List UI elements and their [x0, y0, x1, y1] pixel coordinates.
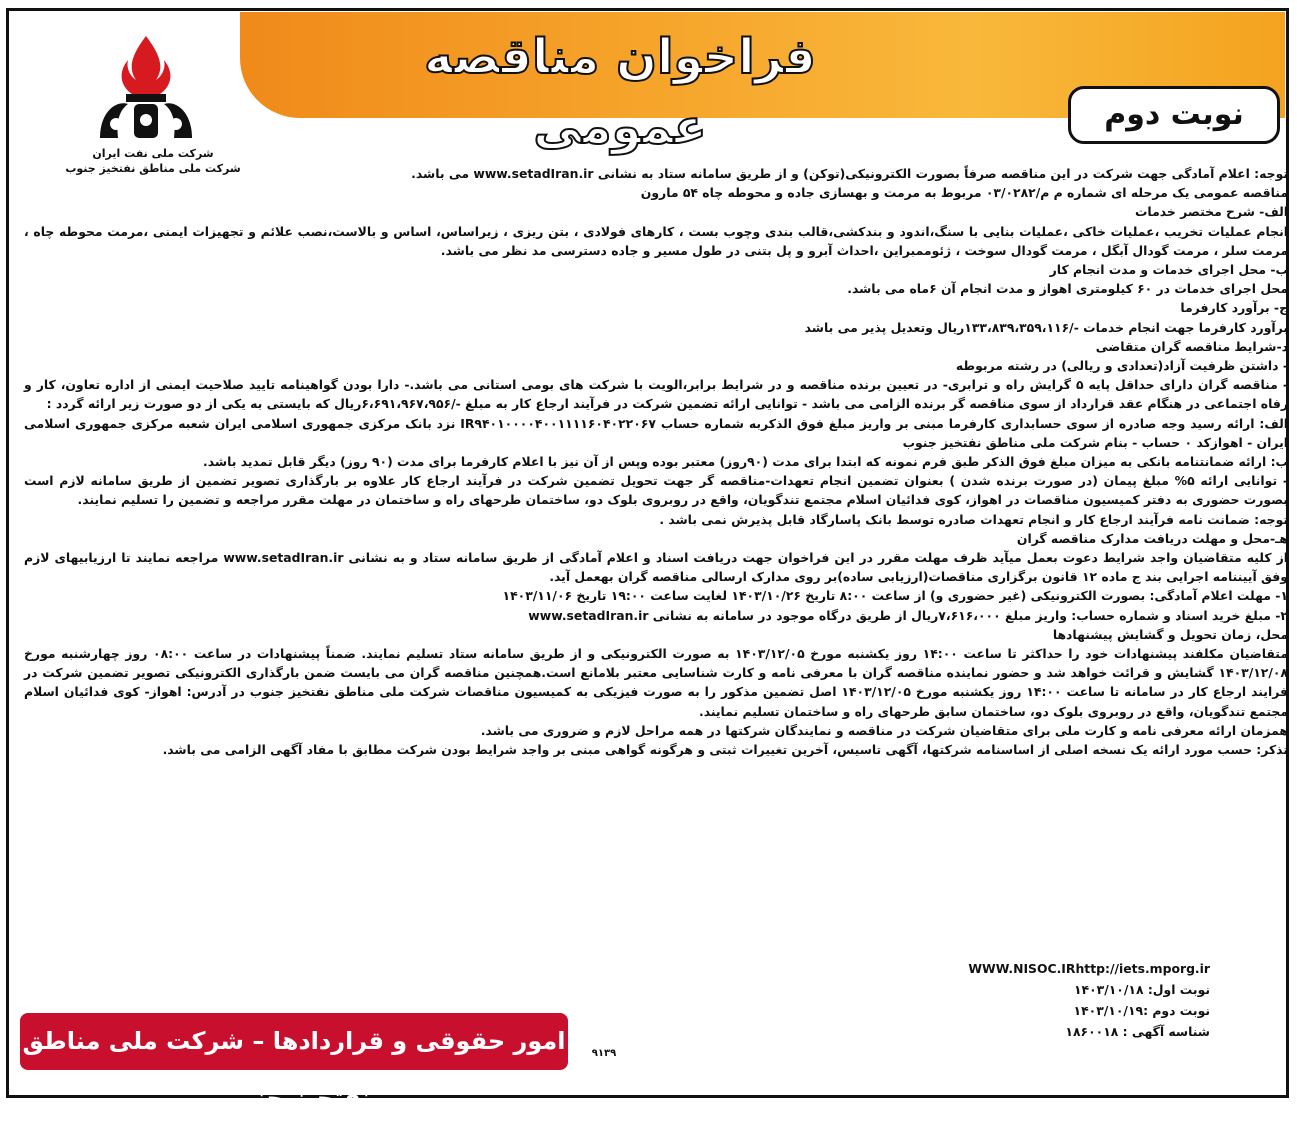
body-deadline: ۱- مهلت اعلام آمادگی: بصورت الکترونیکی (غیر حضوری و) از ساعت ۸:۰۰ تاریخ ۱۴۰۳/۱۰/۲۶ لغایت ساعت ۱۹:۰۰ تاریخ ۱۴۰۳/۱۱/۰۶ [502, 588, 1288, 604]
meta-first-round: نوبت اول: ۱۴۰۳/۱۰/۱۸ [1073, 982, 1210, 997]
body-reminder: تذکر: حسب مورد ارائه یک نسخه اصلی از اساسنامه شرکتها، آگهی تاسیس، آخرین تغییرات ثبتی و هرگونه گواهی مبنی بر واجد شرایط بودن شرکت مطابق با مفاد آگهی الزامی می باشد. [162, 742, 1288, 758]
body-bank-note: توجه: ضمانت نامه فرآیند ارجاع کار و انجام تعهدات صادره توسط بانک پاسارگاد قابل پذیرش نمی باشد . [659, 511, 1288, 527]
body-location: محل اجرای خدمات در ۶۰ کیلومتری اهواز و مدت انجام آن ۶ماه می باشد. [847, 281, 1288, 297]
ad-title: فراخوان مناقصه عمومی [424, 29, 816, 155]
body-id-note: همزمان ارائه معرفی نامه و کارت ملی برای متقاضیان شرکت در مناقصه و نمایندگان شرکتها در همه مراحل لازم و ضروری می باشد. [480, 722, 1288, 738]
ad-body [24, 164, 1288, 759]
logo-caption-line2: شرکت ملی مناطق نفتخیز جنوب [65, 162, 241, 175]
logo-caption-line1: شرکت ملی نفت ایران [92, 147, 214, 160]
body-section-d: د-شرایط مناقصه گران متقاضی [1095, 338, 1288, 354]
body-section-b: ب- محل اجرای خدمات و مدت انجام کار [1049, 262, 1288, 278]
body-notice: توجه: اعلام آمادگی جهت شرکت در این مناقصه صرفاً بصورت الکترونیکی(توکن) و از طریق سامانه ستاد به نشانی www.setadIran.ir می باشد. [411, 166, 1288, 181]
body-tender-number: مناقصه عمومی یک مرحله ای شماره م م/۰۳/۰۲۸۲ مربوط به مرمت و بهسازی جاده و محوطه چاه ۵۴ مارون [640, 185, 1288, 201]
footer-label: امور حقوقی و قراردادها – شرکت ملی مناطق نفتخیز جنوب [20, 1013, 568, 1070]
body-services: انجام عملیات تخریب ،عملیات خاکی ،عملیات بنایی با سنگ،اندود و بندکشی،قالب بندی وچوب بست ، کارهای فولادی ، بتن ریزی ، زیراساس، اساس و بالاست،نصب علائم و تجهیزات ایمنی ،مرمت محوطه چاه ، مرمت سلر ، مرمت گودال آبگل ، مرمت گودال سوخت ، ژئوممبراین ،احداث آبرو و پل بتنی در طول مسیر و جاده دسترسی مد نظر می باشد. [24, 223, 1288, 258]
page-number: ۹۱۳۹ [591, 1048, 617, 1059]
meta-second-round: نوبت دوم :۱۴۰۳/۱۰/۱۹ [1073, 1003, 1210, 1018]
meta-ad-id: شناسه آگهی : ۱۸۶۰۰۱۸ [1065, 1024, 1210, 1039]
body-fee: ۲- مبلغ خرید اسناد و شماره حساب: واریز مبلغ ۷،۶۱۶،۰۰۰ریال از طریق درگاه موجود در سامانه به نشانی www.setadIran.ir [528, 607, 1288, 623]
round-badge: نوبت دوم [1068, 86, 1280, 144]
body-submission: متقاضیان مکلفند پیشنهادات خود را حداکثر تا ساعت ۱۴:۰۰ روز یکشنبه مورخ ۱۴۰۳/۱۲/۰۵ به صورت الکترونیکی و از طریق سامانه ستاد تسلیم نمایند. ضمناً پیشنهادات در ساعت ۰۸:۰۰ روز چهارشنبه مورخ ۱۴۰۳/۱۲/۰۸ گشایش و قرائت خواهد شد و حضور نماینده مناقصه گران با معرفی نامه و کارت شناسایی معتبر بلامانع است.همچنین مناقصه گران می بایست ضمن بارگذاری الکترونیکی تصویر تضمین شرکت در فرایند ارجاع کار در سامانه تا ساعت ۱۴:۰۰ روز یکشنبه مورخ ۱۴۰۳/۱۲/۰۵ اصل تضمین مذکور را به صورت فیزیکی به کمیسیون مناقصات شرکت ملی مناطق نفتخیز جنوب در آدرس: اهواز- کوی فدائیان اسلام مجتمع تندگویان، واقع در روبروی بلوک دو، ساختمان سابق طرحهای راه و ساختمان تسلیم نمایند. [24, 646, 1289, 719]
body-capacity: - داشتن ظرفیت آزاد(تعدادی و ریالی) در رشته مربوطه [955, 358, 1288, 374]
body-invitation: از کلیه متقاضیان واجد شرایط دعوت بعمل میآید ظرف مهلت مقرر در این فراخوان جهت دریافت اسناد و اعلام آمادگی از طریق سامانه ستاد و به نشانی www.setadIran.ir مراجعه نمایند تا ارزیابیهای لازم وفق آییننامه اجرایی بند ج ماده ۱۲ قانون برگزاری مناقصات(ارزیابی ساده)بر روی مدارک ارسالی مناقصه گران بهعمل آید. [24, 550, 1288, 585]
body-estimate: برآورد کارفرما جهت انجام خدمات -/۱۳۳،۸۳۹،۳۵۹،۱۱۶ریال وتعدیل پذیر می باشد [804, 319, 1288, 335]
meta-website: WWW.NISOC.IRhttp://iets.mporg.ir [968, 961, 1210, 976]
body-option-a: الف: ارائه رسید وجه صادره از سوی حسابداری کارفرما مبنی بر واریز مبلغ فوق الذکربه شماره حساب IR۹۴۰۱۰۰۰۰۴۰۰۱۱۱۱۶۰۴۰۲۲۰۶۷ نزد بانک مرکزی جمهوری اسلامی ایران شعبه مرکزی جمهوری اسلامی ایران - اهوازکد ۰ حساب - بنام شرکت ملی مناطق نفتخیز جنوب [24, 415, 1288, 450]
body-section-e: هـ-محل و مهلت دریافت مدارک مناقصه گران [1016, 530, 1288, 546]
body-requirements: - مناقصه گران دارای حداقل پایه ۵ گرایش راه و ترابری- در تعیین برنده مناقصه و در شرایط برابر،الویت با شرکت های بومی استانی می باشد.- دارا بودن گواهینامه تایید صلاحیت ایمنی از اداره تعاون، کار و رفاه اجتماعی در هنگام عقد قرارداد از سوی مناقصه گر برنده الزامی می باشد - توانایی ارائه تضمین شرکت در فرآیند ارجاع کار به مبلغ -/۶،۶۹۱،۹۶۷،۹۵۶ریال که بایستی به یکی از دو صورت زیر ارائه گردد : [24, 377, 1288, 412]
ad-meta [900, 958, 1210, 1042]
body-section-f: محل، زمان تحویل و گشایش پیشنهادها [1052, 626, 1288, 642]
body-performance-bond: - توانایی ارائه ۵% مبلغ پیمان (در صورت برنده شدن ) بعنوان تضمین انجام تعهدات-مناقصه گر جهت تحویل تضمین شرکت در فرآیند ارجاع کار علاوه بر بارگذاری تصویر تضمین از طریق سامانه لازم است بصورت حضوری به دفتر کمیسیون مناقصات در اهواز، کوی فدائیان اسلام مجتمع تندگویان، واقع در روبروی بلوک دو، ساختمان طرحهای راه و ساختمان در مهلت مقرر مراجعه و تضمین را تسلیم نمایند. [24, 473, 1289, 508]
body-section-a: الف- شرح مختصر خدمات [1134, 204, 1288, 220]
body-section-c: ج- برآورد کارفرما [1180, 300, 1288, 316]
nioc-logo-icon [86, 28, 206, 148]
body-option-b: ب: ارائه ضمانتنامه بانکی به میزان مبلغ فوق الذکر طبق فرم نمونه که ابتدا برای مدت (۹۰روز) معتبر بوده وپس از آن نیز با اعلام کارفرما برای مدت (۹۰ روز) دیگر قابل تمدید باشد. [203, 454, 1288, 470]
